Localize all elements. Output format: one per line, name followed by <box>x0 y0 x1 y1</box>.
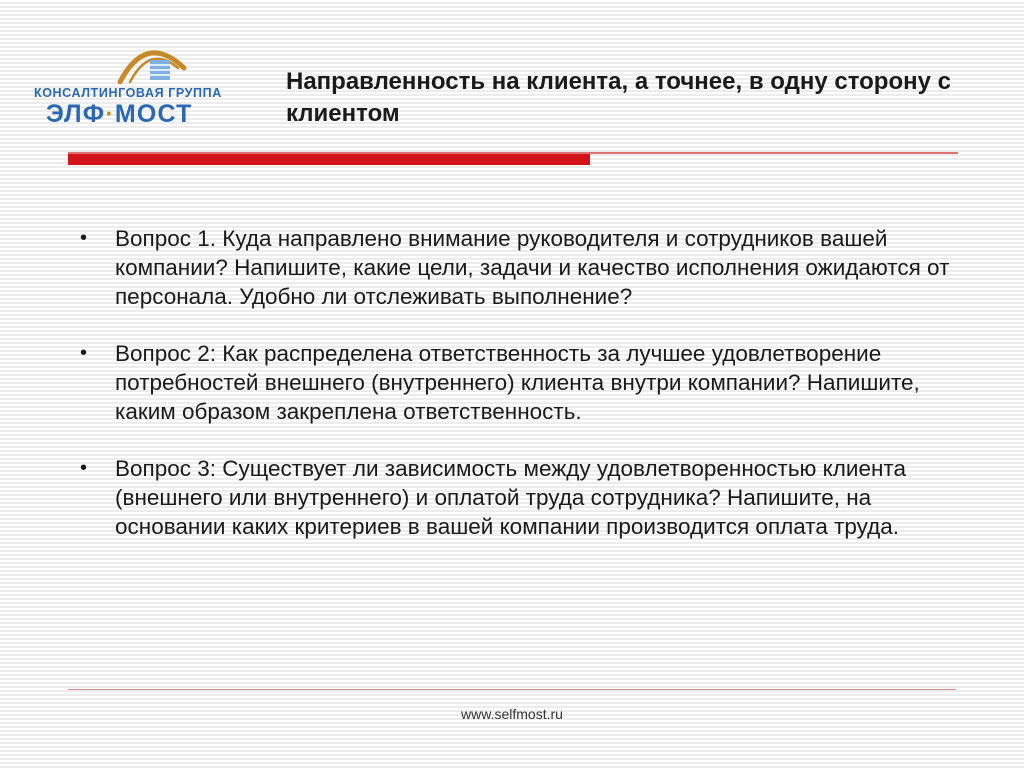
footer-url: www.selfmost.ru <box>461 706 563 722</box>
company-logo <box>28 38 238 133</box>
bullet-icon: • <box>80 457 88 479</box>
logo-brand-left: ЭЛФ <box>46 100 106 128</box>
footer-divider <box>68 689 956 690</box>
logo-brand-dot: · <box>105 100 115 128</box>
slide-title: Направленность на клиента, а точнее, в одну сторону с клиентом <box>286 68 951 127</box>
question-list <box>80 224 960 569</box>
title-underline-thick <box>68 154 590 165</box>
logo-brand-name <box>46 100 193 129</box>
question-item <box>80 224 960 311</box>
bullet-icon: • <box>80 342 88 364</box>
question-3-text: Вопрос 3: Существует ли зависимость между удовлетворенностью клиента (внешнего или внутреннего) и оплатой труда сотрудника? Напишите, на основании каких критериев в вашей компании производится оплата труда. <box>115 456 906 539</box>
logo-tagline: КОНСАЛТИНГОВАЯ ГРУППА <box>34 86 222 100</box>
question-item <box>80 339 960 426</box>
question-1-text: Вопрос 1. Куда направлено внимание руководителя и сотрудников вашей компании? Напишите, какие цели, задачи и качество исполнения ожидаются от персонала. Удобно ли отслеживать выполнение? <box>115 226 950 309</box>
bullet-icon: • <box>80 227 88 249</box>
bridge-arch-icon <box>116 38 188 84</box>
question-item <box>80 454 960 541</box>
question-2-text: Вопрос 2: Как распределена ответственность за лучшее удовлетворение потребностей внешнего (внутреннего) клиента внутри компании? Напишите, каким образом закреплена ответственность. <box>115 341 920 424</box>
logo-brand-right: МОСТ <box>114 100 193 128</box>
